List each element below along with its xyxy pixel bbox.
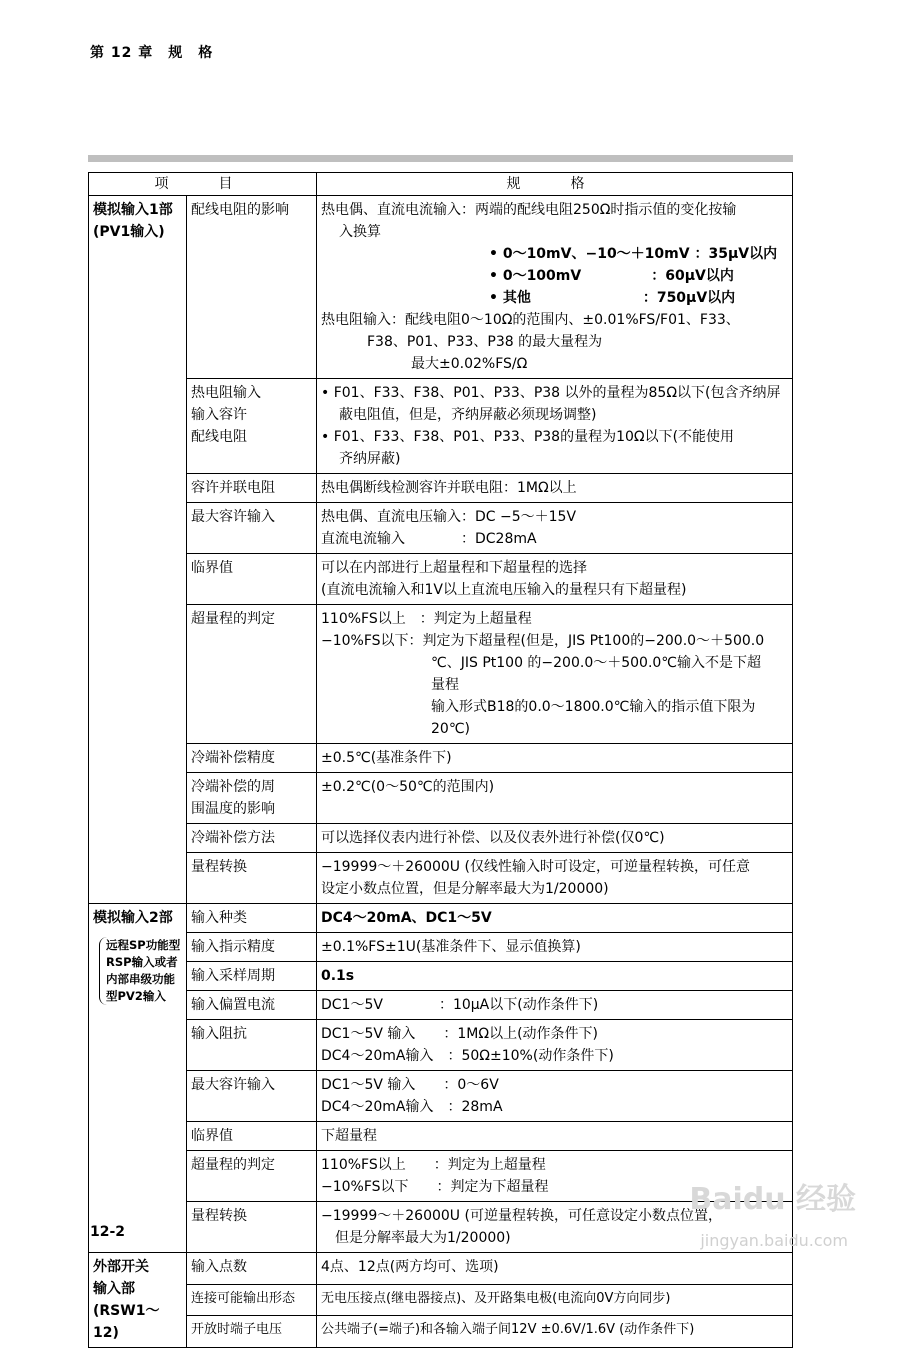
row-spec: 下超量程 (317, 1122, 793, 1151)
table-row (89, 773, 793, 824)
page-number: 12-2 (90, 1224, 126, 1240)
table-row (89, 824, 793, 853)
spec-line: 入换算 (339, 224, 381, 240)
row-label: 冷端补偿的周 围温度的影响 (187, 773, 317, 824)
table-row (89, 1071, 793, 1122)
header-item: 项 目 (89, 173, 317, 196)
row-spec (317, 503, 793, 554)
row-spec: 4点、12点(两方均可、选项) (317, 1253, 793, 1285)
row-label: 连接可能输出形态 (187, 1284, 317, 1316)
row-label: 临界值 (187, 554, 317, 605)
row-label: 容许并联电阻 (187, 474, 317, 503)
table-row (89, 605, 793, 744)
spec-line: • 0～10mV、−10～＋10mV ：35μV以内 (489, 246, 778, 262)
table-row (89, 474, 793, 503)
row-label: 量程转换 (187, 1202, 317, 1253)
spec-line: 输入形式B18的0.0～1800.0℃输入的指示值下限为 (431, 699, 756, 715)
table-row (89, 904, 793, 933)
watermark-logo: Baidu 经验 (689, 1182, 856, 1217)
spec-line: 110%FS以上 ：判定为上超量程 (321, 611, 532, 627)
spec-line: F38、P01、P33、P38 的最大量程为 (367, 334, 603, 350)
row-spec (317, 554, 793, 605)
row-spec: 0.1s (317, 962, 793, 991)
row-label: 冷端补偿精度 (187, 744, 317, 773)
spec-line: (直流电流输入和1V以上直流电压输入的量程只有下超量程) (321, 582, 687, 598)
row-label: 超量程的判定 (187, 605, 317, 744)
section-analog-input-2 (89, 904, 187, 1253)
section-subtitle: (PV1输入) (93, 224, 165, 240)
row-label: 最大容许输入 (187, 503, 317, 554)
table-header-row (89, 173, 793, 196)
spec-line: 热电偶、直流电流输入：两端的配线电阻250Ω时指示值的变化按输 (321, 202, 737, 218)
spec-line: DC4～20mA输入 ：50Ω±10%(动作条件下) (321, 1048, 614, 1064)
spec-line: 蔽电阻值，但是，齐纳屏蔽必须现场调整) (339, 407, 597, 423)
spec-line: DC1～5V 输入 ：1MΩ以上(动作条件下) (321, 1026, 599, 1042)
table-row (89, 744, 793, 773)
row-label: 输入点数 (187, 1253, 317, 1285)
spec-line: 110%FS以上 ：判定为上超量程 (321, 1157, 546, 1173)
row-spec: 公共端子(=端子)和各输入端子间12V ±0.6V/1.6V (动作条件下) (317, 1316, 793, 1348)
row-label: 输入阻抗 (187, 1020, 317, 1071)
spec-line: DC1～5V 输入 ：0～6V (321, 1077, 499, 1093)
row-spec: DC4～20mA、DC1～5V (317, 904, 793, 933)
row-label: 临界值 (187, 1122, 317, 1151)
table-row (89, 962, 793, 991)
row-spec (317, 1071, 793, 1122)
row-spec: 可以选择仪表内进行补偿、以及仪表外进行补偿(仅0℃) (317, 824, 793, 853)
spec-line: 齐纳屏蔽) (339, 451, 401, 467)
spec-line: 热电阻输入：配线电阻0～10Ω的范围内、±0.01%FS/F01、F33、 (321, 312, 740, 328)
row-label: 配线电阻的影响 (187, 196, 317, 379)
spec-line: • F01、F33、F38、P01、P33、P38 以外的量程为85Ω以下(包含齐纳屏 (321, 385, 781, 401)
spec-line: 设定小数点位置，但是分解率最大为1/20000) (321, 881, 609, 897)
spec-line: • F01、F33、F38、P01、P33、P38的量程为10Ω以下(不能使用 (321, 429, 735, 445)
table-row (89, 1202, 793, 1253)
section-external-switch (89, 1253, 187, 1348)
table-row (89, 196, 793, 379)
spec-line: 最大±0.02%FS/Ω (411, 356, 528, 372)
section-subtitle: (RSW1～12) (93, 1303, 160, 1341)
table-row (89, 1020, 793, 1071)
spec-line: ℃、JIS Pt100 的−200.0～＋500.0℃输入不是下超 (431, 655, 762, 671)
header-rule (88, 155, 793, 162)
spec-line: 量程 (431, 677, 459, 693)
spec-line: DC4～20mA输入 ：28mA (321, 1099, 503, 1115)
watermark-url: jingyan.baidu.com (700, 1231, 848, 1250)
row-label: 最大容许输入 (187, 1071, 317, 1122)
section-analog-input-1 (89, 196, 187, 904)
row-label: 冷端补偿方法 (187, 824, 317, 853)
section-note: 远程SP功能型 RSP输入或者 内部串级功能 型PV2输入 (99, 937, 182, 1005)
spec-line: • 0～100mV ：60μV以内 (489, 268, 734, 284)
spec-line: −10%FS以下 ：判定为下超量程 (321, 1179, 549, 1195)
row-label: 输入指示精度 (187, 933, 317, 962)
section-title: 输入部 (93, 1281, 135, 1297)
table-row (89, 933, 793, 962)
row-spec: ±0.1%FS±1U(基准条件下、显示值换算) (317, 933, 793, 962)
row-spec: ±0.5℃(基准条件下) (317, 744, 793, 773)
row-spec (317, 379, 793, 474)
table-row (89, 1253, 793, 1285)
table-row (89, 1122, 793, 1151)
row-spec: DC1～5V ：10μA以下(动作条件下) (317, 991, 793, 1020)
table-row (89, 991, 793, 1020)
spec-line: −19999～＋26000U (仅线性输入时可设定，可逆量程转换，可任意 (321, 859, 750, 875)
row-label: 开放时端子电压 (187, 1316, 317, 1348)
table-row (89, 1151, 793, 1202)
table-row (89, 1284, 793, 1316)
row-spec (317, 1020, 793, 1071)
spec-table (88, 172, 793, 1348)
header-spec: 规 格 (317, 173, 793, 196)
table-row (89, 853, 793, 904)
row-label: 量程转换 (187, 853, 317, 904)
spec-line: 但是分解率最大为1/20000) (335, 1230, 511, 1246)
row-spec: 热电偶断线检测容许并联电阻：1MΩ以上 (317, 474, 793, 503)
table-row (89, 554, 793, 605)
section-title: 外部开关 (93, 1259, 149, 1275)
row-spec: ±0.2℃(0～50℃的范围内) (317, 773, 793, 824)
row-spec: 无电压接点(继电器接点)、及开路集电极(电流向0V方向同步) (317, 1284, 793, 1316)
chapter-header: 第 12 章 规 格 (90, 45, 214, 61)
spec-line: 热电偶、直流电压输入：DC −5～＋15V (321, 509, 577, 525)
row-label: 输入偏置电流 (187, 991, 317, 1020)
spec-line: 20℃) (431, 721, 470, 737)
spec-line: 直流电流输入 ：DC28mA (321, 531, 537, 547)
table-row (89, 503, 793, 554)
spec-line: • 其他 ：750μV以内 (489, 290, 736, 306)
row-spec (317, 853, 793, 904)
row-label: 超量程的判定 (187, 1151, 317, 1202)
table-row (89, 379, 793, 474)
row-spec (317, 605, 793, 744)
section-title: 模拟输入2部 (93, 910, 173, 926)
row-label: 输入采样周期 (187, 962, 317, 991)
row-label: 输入种类 (187, 904, 317, 933)
row-label: 热电阻输入 输入容许 配线电阻 (187, 379, 317, 474)
table-row (89, 1316, 793, 1348)
spec-line: 可以在内部进行上超量程和下超量程的选择 (321, 560, 587, 576)
spec-line: −10%FS以下：判定为下超量程(但是，JIS Pt100的−200.0～＋500.0 (321, 633, 765, 649)
row-spec (317, 196, 793, 379)
section-title: 模拟输入1部 (93, 202, 173, 218)
spec-line: −19999～＋26000U (可逆量程转换，可任意设定小数点位置， (321, 1208, 722, 1224)
